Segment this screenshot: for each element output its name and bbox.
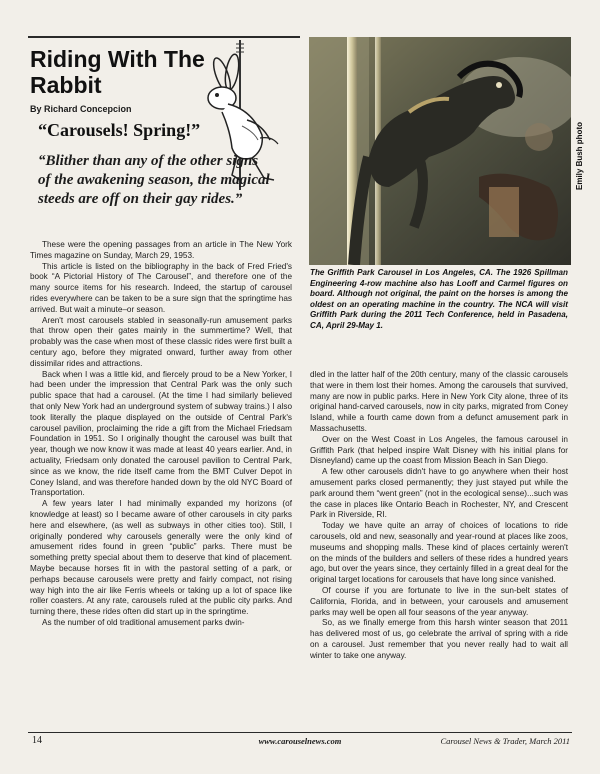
paragraph: Back when I was a little kid, and fiercely proud to be a New Yorker, I had been under the impression that Central Park was the only such public space that had a carousel. (At the time I had similarly believed that only New York had an underground system of subway trains.) I also took literally the plaque displayed on the outside of Central Park's carousel pavilion, proclaiming the ride a gift from the Michael Friedsam Foundation in 1951. So I originally thought the carousel was built that year, though we now know it was made at least 40 years earlier. And, in actuality, Friedsam only donated the carousel pavilion to Central Park, since as we know, the ride itself came from the BMT Culver Depot in Coney Island, and was therefore handed down by the old NYC Board of Transportation. [30, 369, 292, 498]
paragraph: So, as we finally emerge from this harsh winter season that 2011 has delivered most of us, go celebrate the arrival of spring with a ride on a carousel. Just remember that you never really had to wait all winter to take one anyway. [310, 618, 568, 660]
paragraph: A few years later I had minimally expanded my horizons (of knowledge at least) so I became aware of other carousels in city parks here and elsewhere, (as well as subways in other cities too). Still, I originally pondered why carousels generally were the only kind of amusement rides found in green “public” parks. There must be something pretty special about them to deserve that kind of placement. Maybe because horses fit in with the pastoral setting of a park, or perhaps because carousels were pretty and fairly compact, not rising way high into the air like Ferris wheels or taking up a lot of space like roller coasters. At any rate, carousels ruled at the public city parks. And turning there, these rides often did start up in the springtime. [30, 499, 292, 617]
paragraph: Today we have quite an array of choices of locations to ride carousels, old and new, seasonally and year-round at places like zoos, museums and shopping malls. These kind of places certainly weren't on the minds of the builders and sellers of these rides a hundred years ago, but over the years since, they certainly filled in a great deal for the original target locations for carousels that have long since vanished. [310, 521, 568, 585]
carousel-photo [309, 37, 571, 265]
paragraph: As the number of old traditional amusement parks dwin- [42, 617, 245, 627]
issue-label: Carousel News & Trader, March 2011 [440, 736, 570, 746]
paragraph: These were the opening passages from an article in The New York Times magazine on Sunday, March 29, 1953. [30, 240, 292, 260]
paragraph: This article is listed on the bibliography in the back of Fred Fried's book “A Pictorial History of The Carousel”, and therefore one of the many source items for his research. Indeed, the startup of carousel rides everywhere can be taken to be a sure sign that the springtime has arrived. But wait a minute–or season. [30, 261, 292, 314]
byline: By Richard Concepcion [30, 104, 132, 114]
article-title: Riding With The Rabbit [30, 46, 205, 98]
paragraph: Aren't most carousels stabled in seasonally-run amusement parks that throw open their gates mainly in the summertime? Well, that probably was the case when most of these classic rides were first built a century ago, before they migrated onward, further away from other dissimilar rides and attractions. [30, 315, 292, 368]
website-url: www.carouselnews.com [258, 736, 342, 746]
footer-rule [28, 732, 572, 733]
photo-caption: The Griffith Park Carousel in Los Angeles, CA. The 1926 Spillman Engineering 4-row machine also has Looff and Carmel figures on board. Although not original, the paint on the horses is among the oldest on an operating machine in the country. The NCA will visit Griffith Park during the 2011 Tech Conference, held in Pasadena, CA, April 29-May 1. [310, 268, 568, 330]
carousel-horse-image [309, 37, 571, 265]
article-subhead: “Carousels! Spring!” [38, 120, 201, 140]
paragraph: Over on the West Coast in Los Angeles, the famous carousel in Griffith Park (that helped inspire Walt Disney with his initial plans for Disneyland) came up the coast from Mission Beach in San Diego. [310, 434, 568, 466]
left-column [30, 240, 292, 629]
top-rule [28, 36, 300, 38]
photo-credit: Emily Bush photo [575, 122, 584, 190]
page-number: 14 [32, 735, 42, 746]
paragraph: A few other carousels didn't have to go anywhere when their host amusement parks closed permanently; they just stayed put while the park around them “went green” (not in the ecological sense)...such was the case in places like Ontario Beach in Rochester, NY, and Crescent Park in Riverside, RI. [310, 467, 568, 520]
right-column [310, 370, 568, 662]
paragraph: dled in the latter half of the 20th century, many of the classic carousels that were in them lost their homes. Among the carousels that survived, many are now in public parks. Here in New York City alone, three of its original hand-carved carousels, now in city parks, migrated from Coney Island, while a fourth came down from a defunct amusement park in Massachusetts. [310, 370, 568, 433]
pull-quote: “Blither than any of the other signs of the awakening season, the magical steeds are off on their gay rides.” [38, 153, 270, 207]
paragraph: Of course if you are fortunate to live in the sun-belt states of California, Florida, and in between, your carousels and amusement parks may well be open all four seasons of the year anyway. [310, 585, 568, 617]
